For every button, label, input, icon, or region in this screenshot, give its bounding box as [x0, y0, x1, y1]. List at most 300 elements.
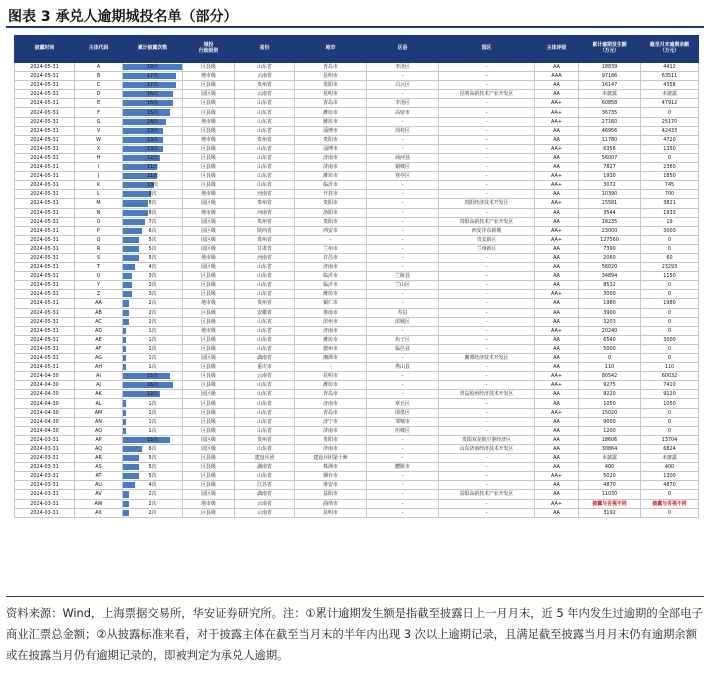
cell-count: [123, 381, 183, 390]
cell-date: 2024-05-31: [15, 172, 75, 181]
table-row: [15, 272, 699, 281]
cell-level: 地市级: [183, 499, 235, 508]
cell-city: 济南市: [295, 163, 367, 172]
table-body: [15, 63, 699, 518]
cell-count: [123, 308, 183, 317]
cell-date: 2024-05-31: [15, 317, 75, 326]
table-row: [15, 444, 699, 453]
cell-count: [123, 226, 183, 235]
cell-date: 2024-03-31: [15, 481, 75, 490]
cell-rating: AA: [535, 253, 579, 262]
cell-code: AF: [75, 344, 123, 353]
cell-balance: 9120: [641, 390, 699, 399]
cell-rating: AA: [535, 153, 579, 162]
table-row: [15, 499, 699, 508]
cell-province: 陕西省: [235, 226, 295, 235]
cell-date: 2024-04-30: [15, 399, 75, 408]
count-bar: [123, 264, 135, 270]
cell-park: -: [439, 163, 535, 172]
count-bar: [123, 273, 132, 279]
cell-date: 2024-04-30: [15, 408, 75, 417]
cell-balance: 25170: [641, 117, 699, 126]
cell-balance: 6824: [641, 444, 699, 453]
col-header-city: 地市: [295, 36, 367, 63]
count-bar: [123, 510, 129, 516]
cell-balance: 23293: [641, 263, 699, 272]
cell-rating: AA+: [535, 372, 579, 381]
cell-rating: AA+: [535, 226, 579, 235]
count-label: 16次: [146, 91, 159, 98]
cell-date: 2024-03-31: [15, 472, 75, 481]
cell-date: 2024-05-31: [15, 326, 75, 335]
count-label: 5次: [148, 464, 157, 471]
count-label: 16次: [146, 382, 159, 389]
cell-rating: AA: [535, 208, 579, 217]
cell-level: 园区级: [183, 490, 235, 499]
table-row: [15, 454, 699, 463]
count-label: 9次: [148, 191, 157, 198]
cell-balance: 1933: [641, 208, 699, 217]
cell-city: 贵阳市: [295, 199, 367, 208]
cell-park: -: [439, 208, 535, 217]
cell-amount: 16147: [579, 81, 641, 90]
cell-count: [123, 426, 183, 435]
cell-province: 建设兵团: [235, 454, 295, 463]
table-header-row: [15, 36, 699, 63]
cell-county: 邹城市: [367, 417, 439, 426]
cell-province: 山东省: [235, 317, 295, 326]
cell-balance: 4412: [641, 63, 699, 72]
table-row: [15, 344, 699, 353]
cell-code: AG: [75, 354, 123, 363]
cell-count: [123, 126, 183, 135]
table-row: [15, 317, 699, 326]
cell-code: W: [75, 135, 123, 144]
cell-park: 贵阳双龙航空港经济区: [439, 435, 535, 444]
cell-county: 李沧区: [367, 99, 439, 108]
table-row: [15, 299, 699, 308]
cell-date: 2024-04-30: [15, 390, 75, 399]
cell-county: 秀山县: [367, 363, 439, 372]
cell-county: 兰山区: [367, 281, 439, 290]
cell-park: -: [439, 317, 535, 326]
cell-date: 2024-05-31: [15, 90, 75, 99]
count-label: 16次: [146, 100, 159, 107]
cell-province: 贵州省: [235, 135, 295, 144]
cell-count: [123, 344, 183, 353]
cell-balance: 3821: [641, 199, 699, 208]
cell-city: 济南市: [295, 263, 367, 272]
count-bar: [123, 246, 139, 252]
cell-balance: 60032: [641, 372, 699, 381]
cell-park: 西安沣东新城: [439, 226, 535, 235]
count-bar: [123, 291, 132, 297]
cell-level: 区县级: [183, 317, 235, 326]
cell-date: 2024-05-31: [15, 99, 75, 108]
cell-level: 区县级: [183, 454, 235, 463]
cell-city: 潍坊市: [295, 290, 367, 299]
cell-county: -: [367, 117, 439, 126]
cell-county: 高密市: [367, 108, 439, 117]
cell-county: -: [367, 481, 439, 490]
cell-level: 区县级: [183, 281, 235, 290]
count-label: 1次: [148, 418, 157, 425]
count-label: 13次: [146, 127, 159, 134]
cell-rating: AA: [535, 344, 579, 353]
cell-code: N: [75, 208, 123, 217]
count-bar: [123, 191, 151, 197]
cell-level: 区县级: [183, 417, 235, 426]
cell-county: -: [367, 135, 439, 144]
cell-park: -: [439, 408, 535, 417]
cell-balance: 110: [641, 363, 699, 372]
cell-date: 2024-05-31: [15, 72, 75, 81]
cell-amount: 3900: [579, 308, 641, 317]
cell-city: 潍坊市: [295, 381, 367, 390]
cell-count: [123, 435, 183, 444]
cell-park: -: [439, 326, 535, 335]
cell-level: 地市级: [183, 253, 235, 262]
cell-amount: 97186: [579, 72, 641, 81]
cell-city: 洛阳市: [295, 208, 367, 217]
cell-city: 贵阳市: [295, 81, 367, 90]
count-bar: [123, 501, 129, 507]
cell-count: [123, 81, 183, 90]
cell-code: AW: [75, 499, 123, 508]
cell-count: [123, 463, 183, 472]
cell-province: 山东省: [235, 163, 295, 172]
cell-park: -: [439, 372, 535, 381]
cell-count: [123, 263, 183, 272]
cell-province: 山东省: [235, 272, 295, 281]
cell-count: [123, 454, 183, 463]
table-row: [15, 326, 699, 335]
cell-code: I: [75, 163, 123, 172]
count-label: 5次: [148, 245, 157, 252]
cell-park: -: [439, 190, 535, 199]
cell-amount: 15020: [579, 408, 641, 417]
count-label: 1次: [148, 400, 157, 407]
cell-code: J: [75, 172, 123, 181]
cell-level: 区县级: [183, 181, 235, 190]
count-bar: [123, 346, 126, 352]
cell-count: [123, 90, 183, 99]
cell-date: 2024-03-31: [15, 454, 75, 463]
cell-date: 2024-03-31: [15, 499, 75, 508]
cell-park: -: [439, 126, 535, 135]
cell-amount: 3203: [579, 317, 641, 326]
count-label: 6次: [148, 227, 157, 234]
cell-amount: 9220: [579, 390, 641, 399]
cell-city: 滨州市: [295, 317, 367, 326]
table-row: [15, 335, 699, 344]
cell-level: 地市级: [183, 326, 235, 335]
cell-count: [123, 99, 183, 108]
cell-province: 云南省: [235, 90, 295, 99]
cell-balance: 未披露: [641, 454, 699, 463]
cell-city: 德州市: [295, 344, 367, 353]
cell-code: AP: [75, 435, 123, 444]
cell-park: 湘潭经济技术开发区: [439, 354, 535, 363]
table-row: [15, 153, 699, 162]
cell-count: [123, 208, 183, 217]
cell-balance: 1850: [641, 172, 699, 181]
cell-province: 江苏省: [235, 481, 295, 490]
cell-rating: AA: [535, 435, 579, 444]
table-row: [15, 399, 699, 408]
cell-rating: AA+: [535, 499, 579, 508]
cell-code: Q: [75, 235, 123, 244]
cell-rating: AA: [535, 308, 579, 317]
cell-county: -: [367, 454, 439, 463]
cell-amount: 1200: [579, 426, 641, 435]
cell-balance: 745: [641, 181, 699, 190]
count-label: 10次: [146, 182, 159, 189]
cell-city: 昆明市: [295, 72, 367, 81]
cell-city: 西安市: [295, 226, 367, 235]
cell-count: [123, 190, 183, 199]
cell-rating: AA: [535, 354, 579, 363]
cell-level: 区县级: [183, 272, 235, 281]
col-header-county: 区县: [367, 36, 439, 63]
cell-balance: 0: [641, 235, 699, 244]
cell-rating: AA: [535, 490, 579, 499]
cell-amount: 9000: [579, 417, 641, 426]
cell-rating: AA: [535, 444, 579, 453]
cell-balance: 1150: [641, 272, 699, 281]
cell-date: 2024-05-31: [15, 190, 75, 199]
count-bar: [123, 482, 135, 488]
cell-amount: 8532: [579, 281, 641, 290]
cell-amount: 18606: [579, 435, 641, 444]
count-label: 11次: [146, 173, 159, 180]
table-row: [15, 217, 699, 226]
count-bar: [123, 446, 142, 452]
cell-city: 临沂市: [295, 181, 367, 190]
count-label: 1次: [148, 355, 157, 362]
table-row: [15, 372, 699, 381]
cell-park: -: [439, 272, 535, 281]
cell-county: -: [367, 244, 439, 253]
cell-park: -: [439, 117, 535, 126]
cell-park: 益阳高新技术产业开发区: [439, 490, 535, 499]
cell-county: 即墨区: [367, 408, 439, 417]
cell-balance: 未披露: [641, 90, 699, 99]
cell-amount: 18839: [579, 63, 641, 72]
cell-county: -: [367, 372, 439, 381]
count-label: 2次: [148, 491, 157, 498]
cell-balance: 0: [641, 108, 699, 117]
cell-province: 山东省: [235, 181, 295, 190]
cell-rating: AA+: [535, 99, 579, 108]
cell-balance: 1350: [641, 144, 699, 153]
cell-balance: 7410: [641, 381, 699, 390]
cell-park: -: [439, 263, 535, 272]
cell-level: 园区级: [183, 354, 235, 363]
table-row: [15, 481, 699, 490]
figure-title: 图表 3 承兑人逾期城投名单（部分）: [8, 9, 238, 25]
cell-rating: AA: [535, 390, 579, 399]
count-bar: [123, 255, 139, 261]
count-bar: [123, 455, 139, 461]
col-header-count: 累计披露次数: [123, 36, 183, 63]
cell-city: 淮安市: [295, 481, 367, 490]
col-header-date: 披露时间: [15, 36, 75, 63]
cell-balance: 63511: [641, 72, 699, 81]
cell-code: AT: [75, 472, 123, 481]
cell-date: 2024-05-31: [15, 253, 75, 262]
cell-count: [123, 317, 183, 326]
cell-county: -: [367, 181, 439, 190]
cell-balance: 13704: [641, 435, 699, 444]
cell-rating: AA: [535, 417, 579, 426]
table-row: [15, 144, 699, 153]
cell-county: -: [367, 144, 439, 153]
cell-date: 2024-05-31: [15, 272, 75, 281]
cell-level: 地市级: [183, 135, 235, 144]
cell-count: [123, 481, 183, 490]
count-label: 11次: [146, 164, 159, 171]
cell-code: P: [75, 226, 123, 235]
cell-city: 淄博市: [295, 126, 367, 135]
cell-province: 重庆市: [235, 363, 295, 372]
cell-amount: 27160: [579, 117, 641, 126]
cell-city: 贵阳市: [295, 135, 367, 144]
cell-park: -: [439, 72, 535, 81]
cell-amount: 9275: [579, 381, 641, 390]
table-row: [15, 263, 699, 272]
table-row: [15, 426, 699, 435]
cell-park: -: [439, 144, 535, 153]
cell-level: 园区级: [183, 390, 235, 399]
cell-date: 2024-05-31: [15, 126, 75, 135]
col-header-code: 主体代码: [75, 36, 123, 63]
count-label: 6次: [148, 445, 157, 452]
count-label: 5次: [148, 473, 157, 480]
cell-county: 寿县: [367, 308, 439, 317]
cell-level: 地市级: [183, 72, 235, 81]
cell-code: T: [75, 263, 123, 272]
cell-rating: AA+: [535, 290, 579, 299]
cell-province: 山东省: [235, 281, 295, 290]
cell-county: -: [367, 217, 439, 226]
count-label: 5次: [148, 255, 157, 262]
cell-park: -: [439, 99, 535, 108]
cell-amount: 20240: [579, 326, 641, 335]
count-label: 15次: [146, 109, 159, 116]
cell-balance: 1300: [641, 472, 699, 481]
cell-county: 钢城区: [367, 163, 439, 172]
cell-date: 2024-05-31: [15, 81, 75, 90]
cell-amount: 34894: [579, 272, 641, 281]
cell-city: 兰州市: [295, 244, 367, 253]
cell-balance: 0: [641, 408, 699, 417]
cell-code: AS: [75, 463, 123, 472]
cell-rating: AA+: [535, 108, 579, 117]
cell-level: 园区级: [183, 263, 235, 272]
count-label: 2次: [148, 300, 157, 307]
cell-province: 云南省: [235, 499, 295, 508]
cell-rating: AAA: [535, 72, 579, 81]
table-row: [15, 308, 699, 317]
cell-level: 区县级: [183, 381, 235, 390]
cell-level: 区县级: [183, 344, 235, 353]
count-bar: [123, 337, 126, 343]
cell-code: A: [75, 63, 123, 72]
table-row: [15, 463, 699, 472]
cell-amount: 3544: [579, 208, 641, 217]
table-row: [15, 417, 699, 426]
cell-count: [123, 417, 183, 426]
cell-rating: AA: [535, 244, 579, 253]
cell-level: 园区级: [183, 235, 235, 244]
cell-count: [123, 408, 183, 417]
col-header-rating: 主体评级: [535, 36, 579, 63]
count-label: 1次: [148, 345, 157, 352]
cell-county: 周村区: [367, 126, 439, 135]
cell-count: [123, 135, 183, 144]
cell-county: 临邑县: [367, 344, 439, 353]
count-label: 1次: [148, 409, 157, 416]
cell-city: 益阳市: [295, 490, 367, 499]
cell-code: E: [75, 99, 123, 108]
table-row: [15, 435, 699, 444]
cell-date: 2024-05-31: [15, 363, 75, 372]
cell-date: 2024-05-31: [15, 199, 75, 208]
cell-count: [123, 181, 183, 190]
count-bar: [123, 400, 126, 406]
cell-amount: 未披露: [579, 90, 641, 99]
count-label: 12次: [146, 154, 159, 161]
cell-county: -: [367, 472, 439, 481]
cell-amount: 11780: [579, 135, 641, 144]
cell-date: 2024-05-31: [15, 217, 75, 226]
count-bar: [123, 473, 139, 479]
cell-date: 2024-05-31: [15, 135, 75, 144]
count-bar: [123, 310, 129, 316]
cell-city: 贵阳市: [295, 435, 367, 444]
cell-amount: 7827: [579, 163, 641, 172]
cell-date: 2024-05-31: [15, 117, 75, 126]
cell-code: AB: [75, 308, 123, 317]
cell-count: [123, 272, 183, 281]
count-label: 13次: [146, 136, 159, 143]
cell-amount: 0: [579, 354, 641, 363]
count-bar: [123, 210, 148, 216]
cell-code: H: [75, 153, 123, 162]
cell-county: -: [367, 390, 439, 399]
cell-code: AH: [75, 363, 123, 372]
cell-date: 2024-05-31: [15, 290, 75, 299]
cell-date: 2024-05-31: [15, 244, 75, 253]
cell-code: AV: [75, 490, 123, 499]
cell-level: 区县级: [183, 426, 235, 435]
cell-code: AU: [75, 481, 123, 490]
cell-code: AQ: [75, 444, 123, 453]
cell-date: 2024-03-31: [15, 444, 75, 453]
cell-level: 区县级: [183, 290, 235, 299]
cell-park: -: [439, 253, 535, 262]
cell-date: 2024-05-31: [15, 281, 75, 290]
cell-city: 临沂市: [295, 272, 367, 281]
cell-park: -: [439, 281, 535, 290]
cell-amount: 3000: [579, 290, 641, 299]
cell-county: -: [367, 226, 439, 235]
cell-rating: AA: [535, 272, 579, 281]
cell-level: 区县级: [183, 144, 235, 153]
cell-date: 2024-03-31: [15, 463, 75, 472]
cell-count: [123, 472, 183, 481]
